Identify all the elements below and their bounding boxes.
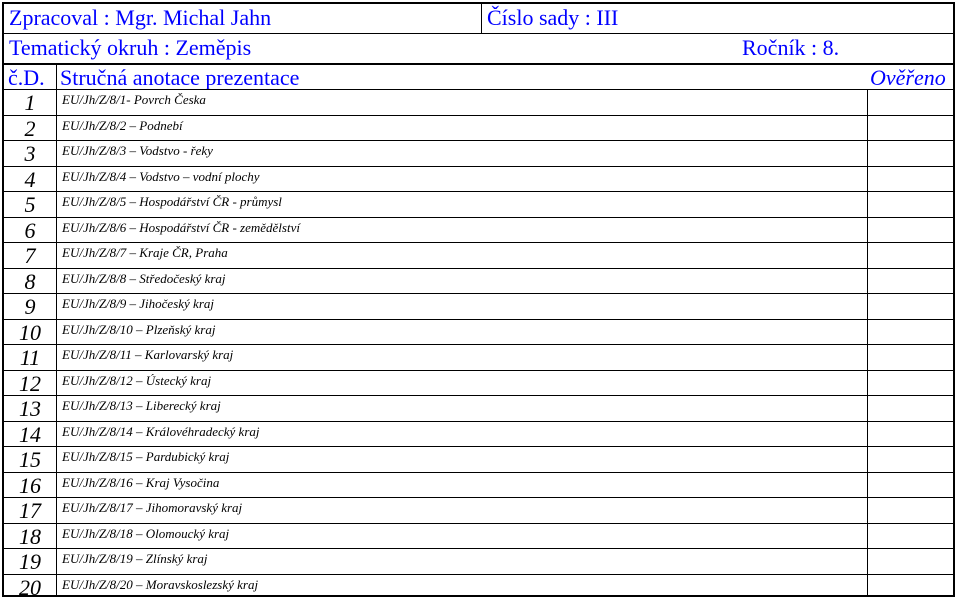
- row-number: 5: [24, 192, 36, 217]
- row-number: 8: [24, 268, 36, 294]
- row-number: 2: [24, 115, 36, 141]
- row-number: 7: [24, 243, 36, 268]
- row-number: 14: [19, 421, 41, 447]
- row-annotation: EU/Jh/Z/8/10 – Plzeňský kraj: [62, 321, 216, 337]
- row-annotation: EU/Jh/Z/8/6 – Hospodářství ČR - zemědělství: [62, 219, 300, 235]
- row-number: 1: [24, 90, 36, 115]
- row-number: 18: [19, 523, 41, 549]
- topic-label: Tematický okruh : Zeměpis: [9, 35, 252, 60]
- row-annotation: EU/Jh/Z/8/9 – Jihočeský kraj: [62, 296, 214, 311]
- row-annotation: EU/Jh/Z/8/16 – Kraj Vysočina: [62, 474, 220, 490]
- table-row: [4, 140, 953, 166]
- table-row: [4, 293, 953, 319]
- table-row: [4, 166, 953, 192]
- row-annotation: EU/Jh/Z/8/19 – Zlínský kraj: [62, 551, 208, 566]
- row-number: 17: [19, 498, 41, 523]
- table-row: [4, 497, 953, 523]
- table-row: [4, 268, 953, 294]
- table-row: [4, 319, 953, 345]
- row-annotation: EU/Jh/Z/8/4 – Vodstvo – vodní plochy: [62, 168, 260, 184]
- header-rule-1: [4, 33, 953, 34]
- table-row: [4, 472, 953, 498]
- row-annotation: EU/Jh/Z/8/15 – Pardubický kraj: [62, 449, 230, 464]
- row-annotation: EU/Jh/Z/8/13 – Liberecký kraj: [62, 398, 221, 413]
- grade-label: Ročník : 8.: [742, 35, 840, 60]
- set-label: Číslo sady : III: [487, 5, 619, 30]
- table-row: [4, 548, 953, 574]
- col-verified-header: Ověřeno: [870, 65, 946, 90]
- row-annotation: EU/Jh/Z/8/8 – Středočeský kraj: [62, 270, 226, 286]
- table-row: [4, 574, 953, 600]
- header-divider: [481, 4, 482, 33]
- table-row: [4, 217, 953, 243]
- row-number: 4: [24, 166, 36, 192]
- row-number: 19: [19, 549, 41, 574]
- table-row: [4, 242, 953, 268]
- table-row: [4, 370, 953, 396]
- row-annotation: EU/Jh/Z/8/14 – Královéhradecký kraj: [62, 423, 260, 439]
- row-number: 9: [24, 294, 36, 319]
- row-number: 15: [19, 447, 41, 472]
- author-label: Zpracoval : Mgr. Michal Jahn: [9, 5, 272, 30]
- row-annotation: EU/Jh/Z/8/3 – Vodstvo - řeky: [62, 143, 213, 158]
- row-annotation: EU/Jh/Z/8/5 – Hospodářství ČR - průmysl: [62, 194, 282, 209]
- table-row: [4, 446, 953, 472]
- row-number: 12: [19, 370, 41, 396]
- row-annotation: EU/Jh/Z/8/2 – Podnebí: [62, 117, 183, 133]
- row-number: 10: [19, 319, 41, 345]
- row-number: 11: [19, 345, 41, 370]
- col-annotation-header: Stručná anotace prezentace: [60, 65, 300, 90]
- document-sheet: [2, 2, 955, 600]
- table-row: [4, 421, 953, 447]
- table-row: [4, 523, 953, 549]
- table-row: [4, 395, 953, 421]
- row-annotation: EU/Jh/Z/8/11 – Karlovarský kraj: [62, 347, 234, 362]
- row-number: 16: [19, 472, 41, 498]
- row-number: 13: [19, 396, 41, 421]
- table-row: [4, 115, 953, 141]
- row-number: 3: [24, 141, 36, 166]
- col-number-header: č.D.: [8, 65, 45, 90]
- table-row: [4, 344, 953, 370]
- row-annotation: EU/Jh/Z/8/18 – Olomoucký kraj: [62, 525, 230, 541]
- row-number: 20: [19, 574, 41, 600]
- table-row: [4, 89, 953, 115]
- row-annotation: EU/Jh/Z/8/7 – Kraje ČR, Praha: [62, 245, 228, 260]
- table-row: [4, 191, 953, 217]
- row-annotation: EU/Jh/Z/8/1- Povrch Česka: [62, 92, 206, 107]
- row-annotation: EU/Jh/Z/8/17 – Jihomoravský kraj: [62, 500, 243, 515]
- row-number: 6: [24, 217, 36, 243]
- row-annotation: EU/Jh/Z/8/20 – Moravskoslezský kraj: [62, 576, 259, 592]
- row-annotation: EU/Jh/Z/8/12 – Ústecký kraj: [62, 372, 212, 388]
